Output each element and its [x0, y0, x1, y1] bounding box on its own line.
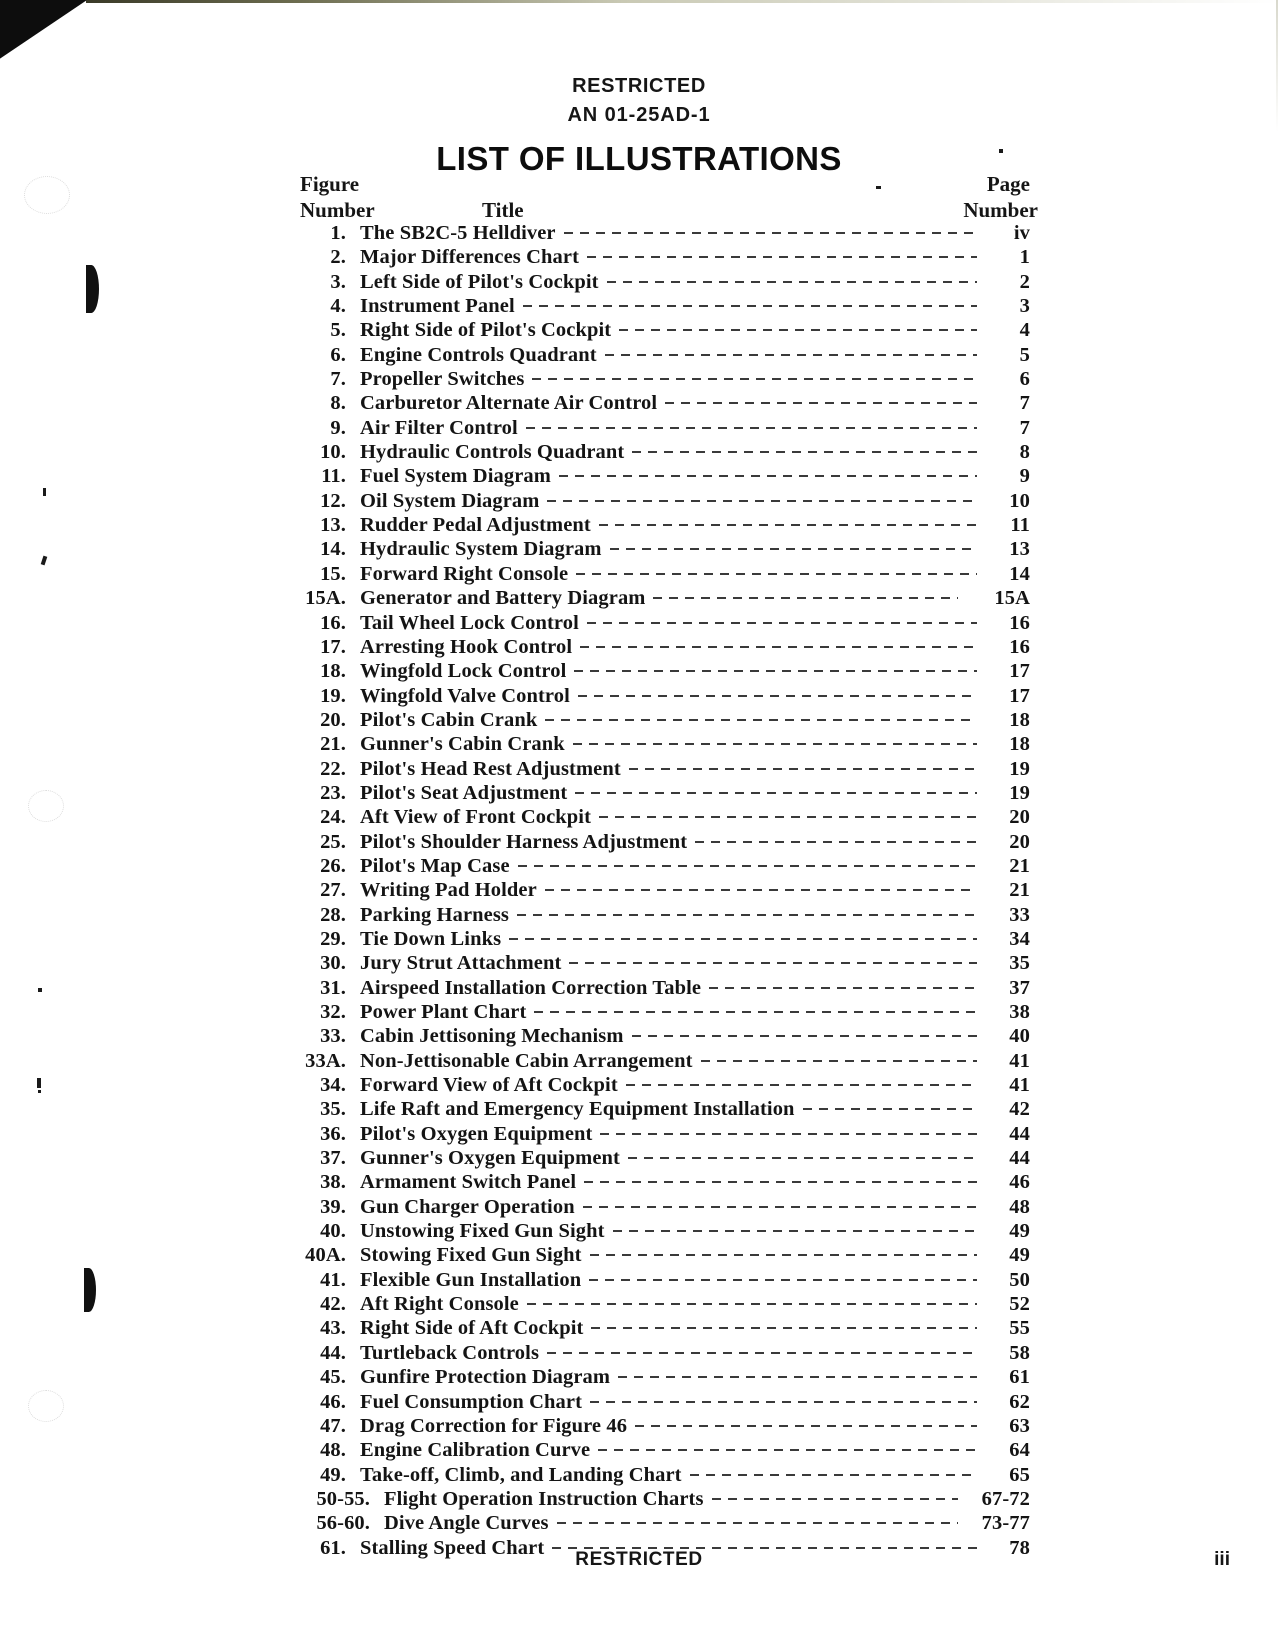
figure-title: Hydraulic Controls Quadrant [360, 441, 625, 464]
dot-leader [576, 573, 977, 575]
figure-title: Hydraulic System Diagram [360, 538, 602, 561]
dot-leader [632, 1035, 977, 1037]
illustration-entry[interactable] [300, 855, 1030, 879]
figure-number: 42. [320, 1293, 346, 1316]
page-number: 9 [1019, 465, 1030, 488]
illustration-entry[interactable] [300, 1147, 1030, 1171]
figure-title: Writing Pad Holder [360, 879, 537, 902]
figure-number: 39. [320, 1195, 346, 1218]
figure-number: 25. [320, 830, 346, 853]
dot-leader [527, 1303, 977, 1305]
dot-leader [573, 743, 977, 745]
page-number: 65 [1009, 1463, 1030, 1486]
figure-title: Gunner's Cabin Crank [360, 733, 565, 756]
figure-title: Parking Harness [360, 903, 509, 926]
illustration-entry[interactable] [300, 831, 1030, 855]
hole-punch-mark [28, 1390, 64, 1422]
illustration-entry[interactable] [300, 392, 1030, 416]
figure-number: 50-55. [316, 1487, 370, 1510]
dot-leader [598, 1449, 977, 1451]
dot-leader [559, 475, 977, 477]
figure-title: Armament Switch Panel [360, 1171, 577, 1194]
page-number: 34 [1009, 927, 1030, 950]
dot-leader [607, 281, 977, 283]
page-number: 18 [1009, 733, 1030, 756]
illustration-entry[interactable] [300, 1512, 1030, 1536]
dot-leader [564, 232, 977, 234]
page-number: 41 [1009, 1074, 1030, 1097]
illustration-entry[interactable] [300, 417, 1030, 441]
dot-leader [605, 354, 977, 356]
page-number: 11 [1010, 514, 1030, 537]
scan-speck [43, 488, 46, 496]
dot-leader [653, 597, 958, 599]
figure-number: 31. [320, 976, 346, 999]
page-number: 20 [1009, 806, 1030, 829]
figure-number: 28. [320, 903, 346, 926]
figure-title: Jury Strut Attachment [360, 952, 562, 975]
figure-number: 15. [320, 562, 346, 585]
illustration-entry[interactable] [300, 222, 1030, 246]
dot-leader [701, 1060, 977, 1062]
page-number: 61 [1009, 1366, 1030, 1389]
illustration-entry[interactable] [300, 1196, 1030, 1220]
page-number: 8 [1019, 441, 1030, 464]
illustration-entry[interactable] [300, 514, 1030, 538]
figure-title: Pilot's Map Case [360, 854, 510, 877]
illustration-entry[interactable] [300, 1317, 1030, 1341]
dot-leader [580, 646, 977, 648]
dot-leader [583, 1206, 977, 1208]
figure-number: 4. [330, 295, 346, 318]
dot-leader [712, 1498, 958, 1500]
illustration-entry[interactable] [300, 538, 1030, 562]
dot-leader [590, 1401, 977, 1403]
figure-number: 21. [320, 733, 346, 756]
dot-leader [523, 305, 977, 307]
figure-number: 37. [320, 1147, 346, 1170]
footer-folio: iii [1214, 1549, 1230, 1570]
figure-number: 32. [320, 1001, 346, 1023]
page-number: 20 [1009, 830, 1030, 853]
figure-number: 17. [320, 635, 346, 658]
figure-number: 29. [320, 927, 346, 950]
figure-title: Instrument Panel [360, 295, 515, 318]
dot-leader [590, 1254, 977, 1256]
figure-title: Pilot's Cabin Crank [360, 708, 538, 731]
page-number: 67-72 [981, 1487, 1030, 1510]
figure-number: 35. [320, 1098, 346, 1121]
figure-title: Non-Jettisonable Cabin Arrangement [360, 1049, 693, 1072]
dot-leader [629, 768, 977, 770]
figure-title: Life Raft and Emergency Equipment Installation [360, 1098, 795, 1121]
figure-title: Flexible Gun Installation [360, 1268, 582, 1291]
page-number: 44 [1009, 1147, 1030, 1170]
header-document-number: AN 01-25AD-1 [567, 104, 711, 126]
page-number: 44 [1009, 1122, 1030, 1145]
dot-leader [526, 427, 977, 429]
page-number: 7 [1019, 416, 1030, 439]
figure-title: Pilot's Oxygen Equipment [360, 1122, 593, 1145]
figure-number: 11. [321, 465, 346, 488]
figure-title: Gun Charger Operation [360, 1195, 575, 1218]
figure-number: 43. [320, 1317, 346, 1340]
figure-title: Flight Operation Instruction Charts [384, 1487, 704, 1510]
figure-title: Forward Right Console [360, 562, 569, 585]
page-number: 18 [1009, 708, 1030, 731]
figure-title: Propeller Switches [360, 368, 525, 391]
figure-title: Pilot's Shoulder Harness Adjustment [360, 830, 688, 853]
column-heading-title: Title [482, 198, 524, 222]
dot-leader [547, 1352, 977, 1354]
list-of-illustrations [300, 222, 1030, 1561]
page-number: 62 [1009, 1390, 1030, 1413]
dot-leader [599, 816, 977, 818]
figure-title: Fuel System Diagram [360, 465, 551, 488]
figure-title: Aft Right Console [360, 1293, 519, 1316]
dot-leader [695, 841, 977, 843]
illustration-entry[interactable] [300, 904, 1030, 928]
figure-number: 20. [320, 708, 346, 731]
illustration-entry[interactable] [300, 806, 1030, 830]
page-number: 19 [1009, 757, 1030, 780]
figure-number: 34. [320, 1074, 346, 1097]
dot-leader [545, 719, 977, 721]
figure-title: Engine Calibration Curve [360, 1439, 591, 1462]
scan-smudge [86, 265, 99, 313]
dot-leader [591, 1327, 977, 1329]
scan-corner-artifact [0, 0, 90, 60]
figure-title: Unstowing Fixed Gun Sight [360, 1220, 605, 1243]
figure-title: Right Side of Aft Cockpit [360, 1317, 584, 1340]
figure-title: Major Differences Chart [360, 246, 579, 269]
figure-number: 5. [330, 319, 346, 342]
illustration-entry[interactable] [300, 660, 1030, 684]
dot-leader [569, 962, 977, 964]
dot-leader [610, 548, 977, 550]
figure-number: 40A. [305, 1244, 346, 1267]
figure-number: 61. [320, 1536, 346, 1559]
illustration-entry[interactable] [300, 490, 1030, 514]
figure-title: Right Side of Pilot's Cockpit [360, 319, 612, 342]
scan-smudge [84, 1268, 96, 1312]
figure-title: Carburetor Alternate Air Control [360, 392, 658, 415]
figure-title: Cabin Jettisoning Mechanism [360, 1025, 624, 1048]
header-classification: RESTRICTED [572, 75, 706, 97]
figure-number: 38. [320, 1171, 346, 1194]
figure-number: 49. [320, 1463, 346, 1486]
figure-number: 19. [320, 684, 346, 707]
figure-title: Power Plant Chart [360, 1001, 527, 1023]
dot-leader [599, 524, 977, 526]
page-number: 42 [1009, 1098, 1030, 1121]
dot-leader [534, 1011, 977, 1013]
page-number: 5 [1019, 343, 1030, 366]
page-number: 37 [1009, 976, 1030, 999]
page-number: 21 [1009, 879, 1030, 902]
page-number: 14 [1009, 562, 1030, 585]
illustration-entry[interactable] [300, 758, 1030, 782]
page-number: 4 [1019, 319, 1030, 342]
page-number: 6 [1019, 368, 1030, 391]
page-number: 2 [1019, 270, 1030, 293]
illustration-entry[interactable] [300, 952, 1030, 976]
figure-title: Turtleback Controls [360, 1341, 540, 1364]
dot-leader [584, 1181, 977, 1183]
figure-title: Aft View of Front Cockpit [360, 806, 592, 829]
illustration-entry[interactable] [300, 733, 1030, 757]
page-number: 7 [1019, 392, 1030, 415]
scan-speck [38, 1090, 41, 1093]
illustration-entry[interactable] [300, 1464, 1030, 1488]
figure-number: 15A. [305, 587, 346, 610]
footer-classification: RESTRICTED [575, 1549, 703, 1570]
illustration-entry[interactable] [300, 1098, 1030, 1122]
figure-title: Gunner's Oxygen Equipment [360, 1147, 620, 1170]
figure-number: 1. [330, 222, 346, 244]
figure-number: 56-60. [316, 1512, 370, 1535]
dot-leader [557, 1522, 958, 1524]
figure-title: Wingfold Valve Control [360, 684, 570, 707]
illustration-entry[interactable] [300, 1001, 1030, 1025]
illustration-entry[interactable] [300, 977, 1030, 1001]
page-number: 40 [1009, 1025, 1030, 1048]
dot-leader [509, 938, 977, 940]
page-number: 17 [1009, 660, 1030, 683]
illustration-entry[interactable] [300, 295, 1030, 319]
dot-leader [803, 1108, 977, 1110]
figure-number: 46. [320, 1390, 346, 1413]
figure-number: 24. [320, 806, 346, 829]
dot-leader [600, 1133, 977, 1135]
illustration-entry[interactable] [300, 1050, 1030, 1074]
figure-number: 8. [330, 392, 346, 415]
illustration-entry[interactable] [300, 928, 1030, 952]
figure-title: Gunfire Protection Diagram [360, 1366, 611, 1389]
dot-leader [578, 695, 977, 697]
scan-speck [38, 988, 42, 992]
page-number: 16 [1009, 635, 1030, 658]
page-number: 35 [1009, 952, 1030, 975]
page-number: 55 [1009, 1317, 1030, 1340]
page-number: 64 [1009, 1439, 1030, 1462]
illustration-entry[interactable] [300, 636, 1030, 660]
illustration-entry[interactable] [300, 441, 1030, 465]
figure-number: 18. [320, 660, 346, 683]
figure-number: 3. [330, 270, 346, 293]
hole-punch-mark [28, 790, 64, 822]
figure-title: Oil System Diagram [360, 489, 540, 512]
figure-number: 27. [320, 879, 346, 902]
illustration-entry[interactable] [300, 465, 1030, 489]
scan-edge-top [86, 0, 1278, 3]
figure-number: 44. [320, 1341, 346, 1364]
page-number: 49 [1009, 1220, 1030, 1243]
page-number: 17 [1009, 684, 1030, 707]
column-heading-figure: Figure [300, 172, 360, 196]
illustration-entry[interactable] [300, 1391, 1030, 1415]
page-number: 1 [1019, 246, 1030, 269]
figure-title: Take-off, Climb, and Landing Chart [360, 1463, 682, 1486]
figure-number: 26. [320, 854, 346, 877]
illustration-entry[interactable] [300, 1025, 1030, 1049]
illustration-entry[interactable] [300, 1244, 1030, 1268]
dot-leader [665, 402, 977, 404]
page-number: 21 [1009, 854, 1030, 877]
illustration-entry[interactable] [300, 368, 1030, 392]
figure-title: Tie Down Links [360, 927, 502, 950]
illustration-entry[interactable] [300, 344, 1030, 368]
illustration-entry[interactable] [300, 563, 1030, 587]
figure-number: 41. [320, 1268, 346, 1291]
figure-title: Pilot's Head Rest Adjustment [360, 757, 621, 780]
figure-number: 7. [330, 368, 346, 391]
figure-title: Airspeed Installation Correction Table [360, 976, 702, 999]
figure-number: 14. [320, 538, 346, 561]
column-headings [300, 172, 1038, 226]
column-heading-page-number: Number [963, 198, 1038, 222]
page-number: 33 [1009, 903, 1030, 926]
scan-speck [37, 1078, 41, 1088]
page-number: 49 [1009, 1244, 1030, 1267]
page-number: iv [1013, 222, 1030, 244]
figure-title: Fuel Consumption Chart [360, 1390, 583, 1413]
dot-leader [635, 1425, 977, 1427]
page-number: 19 [1009, 781, 1030, 804]
illustration-entry[interactable] [300, 1269, 1030, 1293]
column-heading-page: Page [986, 172, 1030, 196]
dot-leader [619, 329, 977, 331]
illustration-entry[interactable] [300, 879, 1030, 903]
dot-leader [628, 1157, 977, 1159]
figure-title: Forward View of Aft Cockpit [360, 1074, 618, 1097]
figure-title: Stowing Fixed Gun Sight [360, 1244, 582, 1267]
figure-title: Air Filter Control [360, 416, 518, 439]
dot-leader [547, 500, 977, 502]
figure-number: 10. [320, 441, 346, 464]
figure-number: 12. [320, 489, 346, 512]
figure-number: 48. [320, 1439, 346, 1462]
figure-number: 22. [320, 757, 346, 780]
illustration-entry[interactable] [300, 1171, 1030, 1195]
illustration-entry[interactable] [300, 587, 1030, 611]
figure-title: Wingfold Lock Control [360, 660, 567, 683]
illustration-entry[interactable] [300, 612, 1030, 636]
page-number: 38 [1009, 1001, 1030, 1023]
dot-leader [532, 378, 977, 380]
figure-title: Engine Controls Quadrant [360, 343, 597, 366]
figure-number: 30. [320, 952, 346, 975]
dot-leader [613, 1230, 977, 1232]
illustration-entry[interactable] [300, 319, 1030, 343]
figure-number: 2. [330, 246, 346, 269]
figure-title: The SB2C-5 Helldiver [360, 222, 556, 244]
illustration-entry[interactable] [300, 1123, 1030, 1147]
illustration-entry[interactable] [300, 1220, 1030, 1244]
illustration-entry[interactable] [300, 246, 1030, 270]
dot-leader [618, 1376, 977, 1378]
figure-title: Left Side of Pilot's Cockpit [360, 270, 599, 293]
page-number: 48 [1009, 1195, 1030, 1218]
figure-number: 9. [330, 416, 346, 439]
figure-title: Generator and Battery Diagram [360, 587, 646, 610]
illustration-entry[interactable] [300, 1366, 1030, 1390]
figure-number: 23. [320, 781, 346, 804]
illustration-entry[interactable] [300, 1293, 1030, 1317]
illustration-entry[interactable] [300, 1439, 1030, 1463]
figure-number: 33A. [305, 1049, 346, 1072]
page-title: LIST OF ILLUSTRATIONS [436, 140, 842, 177]
page-number: 16 [1009, 611, 1030, 634]
figure-number: 13. [320, 514, 346, 537]
page-number: 13 [1009, 538, 1030, 561]
page-number: 10 [1009, 489, 1030, 512]
page-number: 3 [1019, 295, 1030, 318]
figure-number: 33. [320, 1025, 346, 1048]
figure-title: Dive Angle Curves [384, 1512, 549, 1535]
column-heading-number: Number [300, 198, 375, 222]
dot-leader [626, 1084, 977, 1086]
dot-leader [632, 451, 977, 453]
page-number: 50 [1009, 1268, 1030, 1291]
illustration-entry[interactable] [300, 1074, 1030, 1098]
dot-leader [545, 889, 977, 891]
figure-title: Tail Wheel Lock Control [360, 611, 579, 634]
figure-number: 40. [320, 1220, 346, 1243]
figure-number: 47. [320, 1414, 346, 1437]
page-number: 78 [1009, 1536, 1030, 1559]
figure-number: 45. [320, 1366, 346, 1389]
illustration-entry[interactable] [300, 782, 1030, 806]
scan-speck [41, 556, 48, 566]
page-number: 46 [1009, 1171, 1030, 1194]
illustration-entry[interactable] [300, 709, 1030, 733]
illustration-entry[interactable] [300, 271, 1030, 295]
page-number: 58 [1009, 1341, 1030, 1364]
figure-title: Pilot's Seat Adjustment [360, 781, 568, 804]
page-number: 73-77 [981, 1512, 1030, 1535]
dot-leader [587, 622, 977, 624]
page-number: 15A [994, 587, 1030, 610]
figure-title: Arresting Hook Control [360, 635, 573, 658]
figure-title: Rudder Pedal Adjustment [360, 514, 591, 537]
figure-title: Stalling Speed Chart [360, 1536, 545, 1559]
illustration-entry[interactable] [300, 685, 1030, 709]
page-number: 52 [1009, 1293, 1030, 1316]
figure-title: Drag Correction for Figure 46 [360, 1414, 628, 1437]
dot-leader [690, 1474, 977, 1476]
illustration-entry[interactable] [300, 1415, 1030, 1439]
dot-leader [709, 987, 977, 989]
dot-leader [587, 256, 977, 258]
hole-punch-mark [24, 176, 70, 214]
figure-number: 16. [320, 611, 346, 634]
figure-number: 6. [330, 343, 346, 366]
dot-leader [589, 1279, 977, 1281]
dot-leader [574, 670, 977, 672]
dot-leader [518, 865, 977, 867]
figure-number: 36. [320, 1122, 346, 1145]
illustration-entry[interactable] [300, 1488, 1030, 1512]
page-number: 41 [1009, 1049, 1030, 1072]
illustration-entry[interactable] [300, 1342, 1030, 1366]
page-number: 63 [1009, 1414, 1030, 1437]
dot-leader [517, 914, 977, 916]
dot-leader [575, 792, 977, 794]
